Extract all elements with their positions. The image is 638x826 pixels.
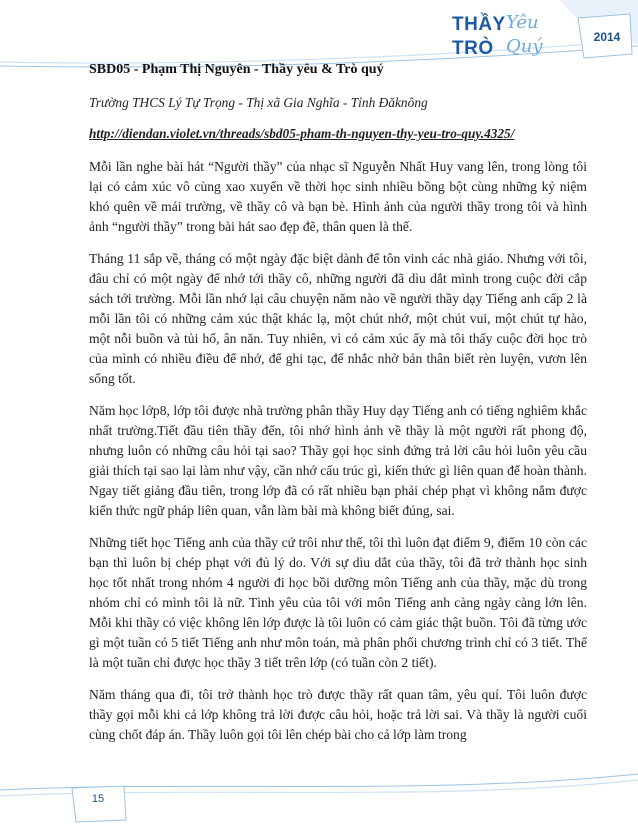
logo-line-2: TRÒ: [452, 38, 494, 59]
logo-line-1: THẦY: [452, 14, 506, 35]
source-link[interactable]: http://diendan.violet.vn/threads/sbd05-pham-th-nguyen-thy-yeu-tro-quy.4325/: [89, 126, 515, 141]
paragraph-5: Năm tháng qua đi, tôi trở thành học trò được thầy rất quan tâm, yêu quí. Tôi luôn được thầy gọi mỗi khi cả lớp không trả lời được câu hỏi, hoặc trả lời sai. Và thầy là người cuối cùng chốt đáp án. Thầy luôn gọi tôi lên chép bài cho cả lớp làm trong: [89, 687, 587, 742]
paragraph-2: Tháng 11 sắp về, tháng có một ngày đặc biệt dành để tôn vinh các nhà giáo. Nhưng với tôi, đâu chỉ có một ngày để nhớ tới thầy cô, những người đã dìu dắt mình trong cuộc đời cắp sách tới trường. Mỗi lần nhớ lại câu chuyện năm nào về người thầy dạy Tiếng anh cấp 2 là mỗi lần tôi có những cảm xúc thật khác lạ, một chút nhớ, một chút vui, một chút tự hào, một nỗi buồn và tủi hổ, ân năn. Tuy nhiên, vì có cảm xúc ấy mà tôi thấy cuộc đời học trò của mình có nhiều điều để nhớ, để ghi tạc, để nhắc nhở bản thân biết rèn luyện, vươn lên sống tốt.: [89, 251, 587, 386]
year-badge: 2014: [593, 30, 621, 44]
paragraph-1: Mỗi lần nghe bài hát “Người thầy” của nhạc sĩ Nguyễn Nhất Huy vang lên, trong lòng tôi lại có cảm xúc vô cùng xao xuyến về thời học sinh nhiều bồng bột cùng những kỷ niệm khó quên về mái trường, về thầy cô và bạn bè. Hình ảnh của người thầy trong tôi và hình ảnh “người thầy” trong bài hát sao đẹp đẽ, thân quen là thế.: [89, 159, 587, 234]
paragraph-3: Năm học lớp8, lớp tôi được nhà trường phân thầy Huy dạy Tiếng anh có tiếng nghiêm khắc nhất trường.Tiết đầu tiên thầy đến, tôi nhớ hình ảnh về thầy là một người rất phong độ, nhưng luôn có những câu hỏi tại sao? Thầy gọi học sinh đứng trả lời câu hỏi luôn yêu cầu giải thích tại sao lại làm như vậy, cần nhớ cấu trúc gì, kiến thức gì liên quan để hoàn thành. Ngay tiết giảng đầu tiên, trong lớp đã có rất nhiều bạn phải chép phạt vì không nắm được kiến thức ngữ pháp liên quan, vẫn làm bài mà không biết đúng, sai.: [89, 403, 587, 518]
paragraph-4: Những tiết học Tiếng anh của thầy cứ trôi như thế, tôi thì luôn đạt điểm 9, điểm 10 còn các bạn thì luôn bị chép phạt với đủ lý do. Với sự dìu dắt của thầy, tôi đã trở thành học sinh học tốt nhất trong nhóm 4 người đi học bồi dưỡng môn Tiếng anh của thầy, mặc dù trong nhóm chỉ có mình tôi là nữ. Tình yêu của tôi với môn Tiếng anh càng ngày càng lớn lên. Mỗi khi thầy có việc không lên lớp được là tôi luôn có cảm giác thật buồn. Tôi đã từng ước gì một tuần có 5 tiết Tiếng anh như môn toán, mà phân phối chương trình chỉ có 3 tiết. Thế là một tuần chỉ được học thầy 3 tiết trên lớp (có tuần còn 2 tiết).: [89, 535, 587, 670]
logo-script-1: Yêu: [506, 12, 539, 33]
article-title: SBD05 - Phạm Thị Nguyên - Thầy yêu & Trò quý: [89, 62, 384, 77]
article-body: [89, 60, 587, 745]
logo-script-2: Quý: [506, 36, 543, 57]
thay-tro-logo: [450, 8, 580, 66]
school-line: Trường THCS Lý Tự Trọng - Thị xã Gia Nghĩa - Tỉnh Đăknông: [89, 95, 428, 110]
page-number: 15: [91, 793, 105, 805]
